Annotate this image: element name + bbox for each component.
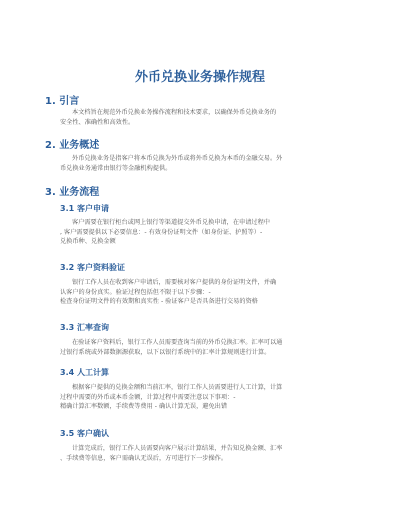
subsection-heading-customer-confirmation: 3.5 客户确认 — [60, 429, 109, 438]
section-paragraph-intro — [60, 108, 350, 127]
paragraph-line: 兑换币种、兑换金额 — [60, 238, 116, 246]
paragraph-line: 安全性、准确性和高效性。 — [60, 118, 135, 126]
paragraph-line: , 客户需要提供以下必要信息：- 有效身份证明文件（如身份证、护照等）- — [60, 228, 263, 236]
section-heading-process: 3. 业务流程 — [45, 187, 100, 198]
paragraph-line: 检查身份证明文件的有效期和真实性 - 验证客户是否具备进行交易的资格 — [60, 298, 258, 306]
section-heading-intro: 1. 引言 — [45, 96, 80, 107]
subsection-paragraph-manual-calculation — [60, 383, 350, 412]
paragraph-line: 在验证客户资料后，银行工作人员需要查询当前的外币兑换汇率。汇率可以通 — [72, 339, 283, 346]
paragraph-line: 精确计算汇率数额，手续费等费用 - 确认计算无误，避免出错 — [60, 403, 228, 411]
subsection-heading-data-verification: 3.2 客户资料验证 — [60, 263, 125, 272]
subsection-heading-manual-calculation: 3.4 人工计算 — [60, 368, 109, 377]
paragraph-line: 过银行系统或外部数据源获取，以下以银行系统中的汇率计算规则进行计算。 — [60, 348, 271, 356]
paragraph-line: 本文档旨在规范外币兑换业务操作流程和技术要求，以确保外币兑换业务的 — [72, 109, 277, 116]
paragraph-line: 过程中需要的外币或本币金额，计算过程中需要注意以下事项：- — [60, 393, 236, 401]
document-title: 外币兑换业务操作规程 — [134, 70, 265, 85]
paragraph-line: 计算完成后，银行工作人员需要向客户展示计算结果，并告知兑换金额、汇率 — [72, 445, 283, 452]
paragraph-line: 币兑换业务通常由银行等金融机构提供。 — [60, 164, 172, 172]
subsection-paragraph-data-verification — [60, 278, 350, 307]
section-paragraph-overview — [60, 154, 350, 173]
subsection-heading-customer-application: 3.1 客户申请 — [60, 204, 109, 213]
paragraph-line: 、手续费等信息，客户需确认无误后，方可进行下一步操作。 — [60, 454, 228, 462]
subsection-paragraph-customer-application — [60, 218, 350, 247]
paragraph-line: 外币兑换业务是指客户将本币兑换为外币或将外币兑换为本币的金融交易。外 — [72, 155, 283, 162]
paragraph-line: 客户需要在银行柜台或网上银行等渠道提交外币兑换申请，在申请过程中 — [72, 219, 270, 226]
subsection-paragraph-customer-confirmation — [60, 444, 350, 463]
section-heading-overview: 2. 业务概述 — [45, 140, 100, 151]
subsection-paragraph-rate-inquiry — [60, 338, 350, 357]
paragraph-line: 根据客户提供的兑换金额和当前汇率，银行工作人员需要进行人工计算，计算 — [72, 384, 283, 391]
paragraph-line: 银行工作人员在收到客户申请后，需要核对客户提供的身份证明文件，并确 — [72, 279, 277, 286]
subsection-heading-rate-inquiry: 3.3 汇率查询 — [60, 323, 109, 332]
paragraph-line: 认客户的身份真实。验证过程包括但不限于以下步骤：- — [60, 288, 211, 296]
